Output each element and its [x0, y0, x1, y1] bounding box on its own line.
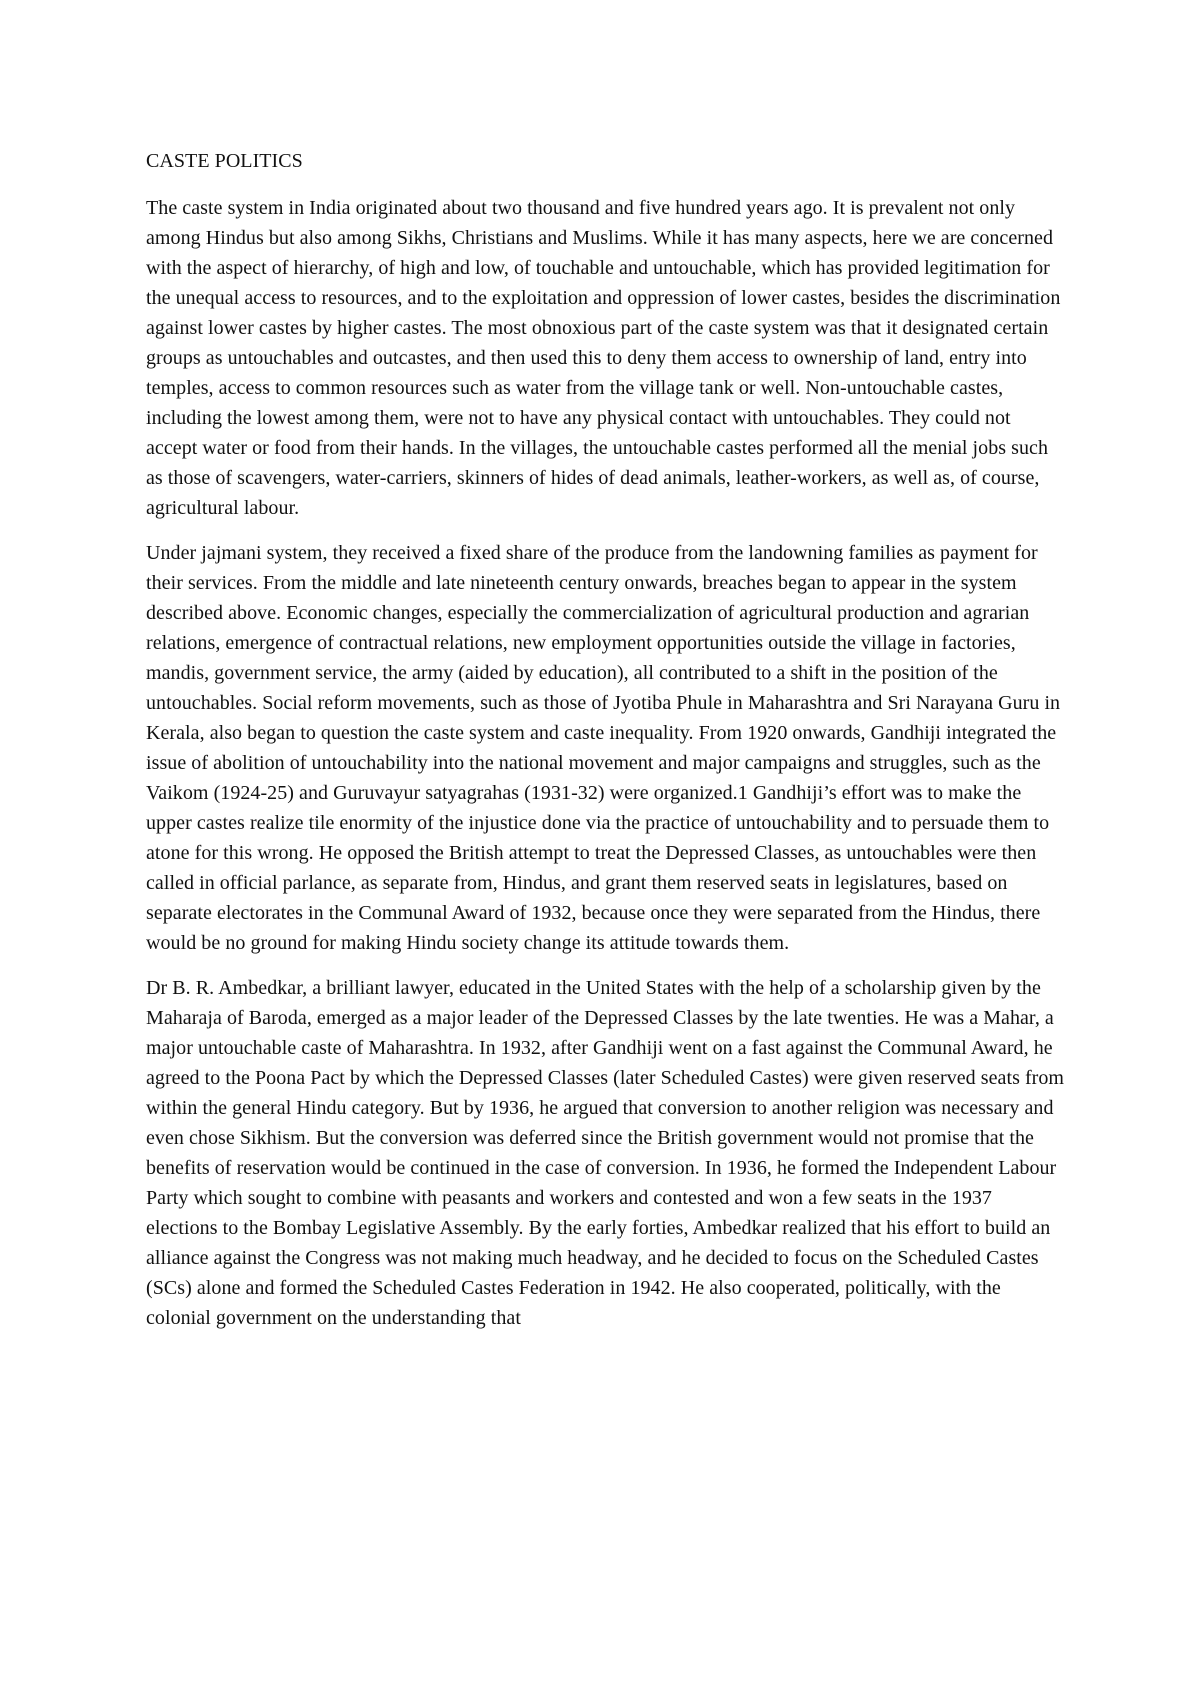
document-body	[146, 146, 1066, 1348]
document-title: CASTE POLITICS	[146, 150, 303, 172]
paragraph-3: Dr B. R. Ambedkar, a brilliant lawyer, educated in the United States with the help of a scholarship given by the Maharaja of Baroda, emerged as a major leader of the Depressed Classes by the late twenties. He was a Mahar, a major untouchable caste of Maharashtra. In 1932, after Gandhiji went on a fast against the Communal Award, he agreed to the Poona Pact by which the Depressed Classes (later Scheduled Castes) were given reserved seats from within the general Hindu category. But by 1936, he argued that conversion to another religion was necessary and even chose Sikhism. But the conversion was deferred since the British government would not promise that the benefits of reservation would be continued in the case of conversion. In 1936, he formed the Independent Labour Party which sought to combine with peasants and workers and contested and won a few seats in the 1937 elections to the Bombay Legislative Assembly. By the early forties, Ambedkar realized that his effort to build an alliance against the Congress was not making much headway, and he decided to focus on the Scheduled Castes (SCs) alone and formed the Scheduled Castes Federation in 1942. He also cooperated, politically, with the colonial government on the understanding that	[146, 977, 1065, 1329]
paragraph-1: The caste system in India originated about two thousand and five hundred years ago. It is prevalent not only among Hindus but also among Sikhs, Christians and Muslims. While it has many aspects, here we are concerned with the aspect of hierarchy, of high and low, of touchable and untouchable, which has provided legitimation for the unequal access to resources, and to the exploitation and oppression of lower castes, besides the discrimination against lower castes by higher castes. The most obnoxious part of the caste system was that it designated certain groups as untouchables and outcastes, and then used this to deny them access to ownership of land, entry into temples, access to common resources such as water from the village tank or well. Non-untouchable castes, including the lowest among them, were not to have any physical contact with untouchables. They could not accept water or food from their hands. In the villages, the untouchable castes performed all the menial jobs such as those of scavengers, water-carriers, skinners of hides of dead animals, leather-workers, as well as, of course, agricultural labour.	[146, 197, 1061, 519]
paragraph-2: Under jajmani system, they received a fixed share of the produce from the landowning families as payment for their services. From the middle and late nineteenth century onwards, breaches began to appear in the system described above. Economic changes, especially the commercialization of agricultural production and agrarian relations, emergence of contractual relations, new employment opportunities outside the village in factories, mandis, government service, the army (aided by education), all contributed to a shift in the position of the untouchables. Social reform movements, such as those of Jyotiba Phule in Maharashtra and Sri Narayana Guru in Kerala, also began to question the caste system and caste inequality. From 1920 onwards, Gandhiji integrated the issue of abolition of untouchability into the national movement and major campaigns and struggles, such as the Vaikom (1924-25) and Guruvayur satyagrahas (1931-32) were organized.1 Gandhiji’s effort was to make the upper castes realize tile enormity of the injustice done via the practice of untouchability and to persuade them to atone for this wrong. He opposed the British attempt to treat the Depressed Classes, as untouchables were then called in official parlance, as separate from, Hindus, and grant them reserved seats in legislatures, based on separate electorates in the Communal Award of 1932, because once they were separated from the Hindus, there would be no ground for making Hindu society change its attitude towards them.	[146, 542, 1061, 954]
